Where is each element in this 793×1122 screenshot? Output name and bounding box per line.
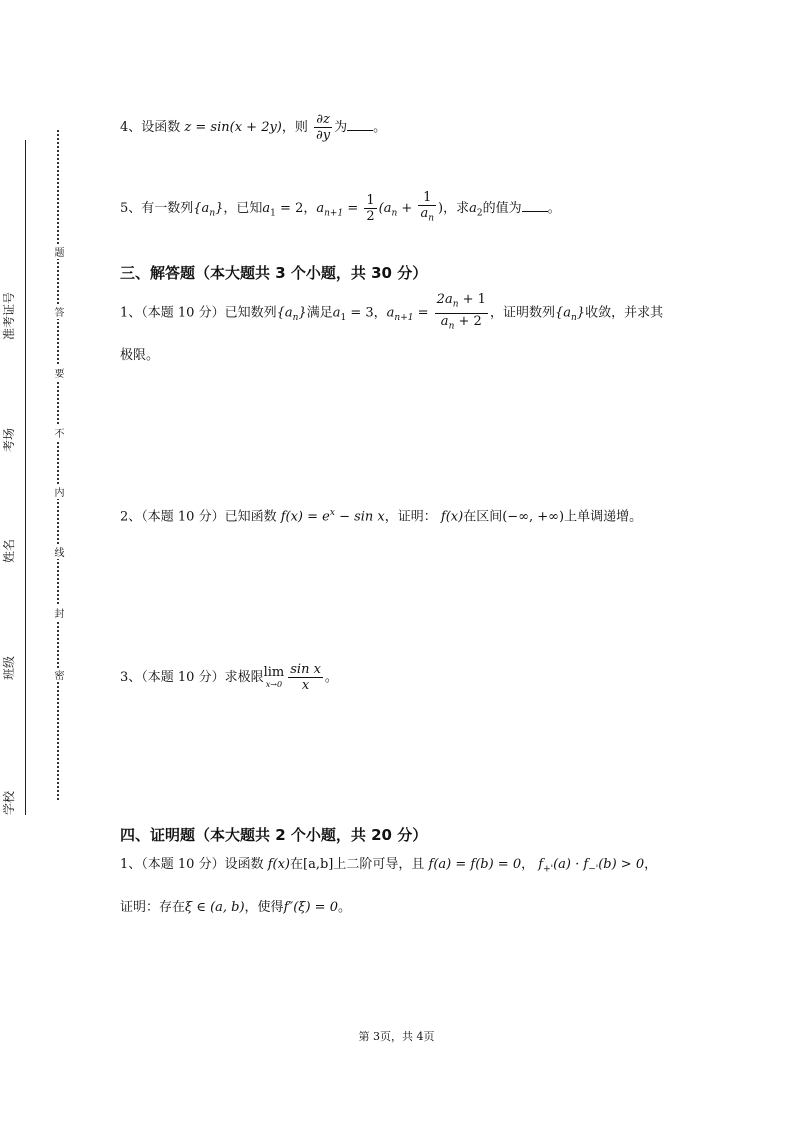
section-4-title: 四、证明题（本大题共 2 个小题，共 20 分）	[120, 826, 428, 844]
seal-char: 题	[52, 247, 63, 257]
margin-label-id: 准考证号	[2, 291, 16, 340]
margin-solid-line	[25, 140, 26, 815]
page-footer: 第 3页，共 4页	[358, 1030, 435, 1043]
half-fraction: $\frac{1}{2}$	[366, 192, 375, 224]
inverse-fraction: $\frac{1}{a_n}$	[420, 190, 435, 224]
section-3-question-3: 3、（本题 10 分）求极限 lim x→0 $\frac{\text{sin x}}{x}$ 。	[120, 662, 338, 693]
seal-char: 不	[52, 428, 63, 438]
margin-label-room: 考场	[2, 427, 16, 452]
answer-blank	[522, 199, 548, 212]
margin-label-class: 班级	[2, 655, 16, 680]
seal-char: 答	[52, 307, 63, 317]
margin-label-name: 姓名	[2, 538, 16, 563]
section-4-question-1: 1、（本题 10 分）设函数 f(x)在[a,b]上二阶可导，且 f(a) = f(b) = 0， $f_{+'}(a) \cdot f_{-'}(b) > 0$，	[120, 857, 658, 875]
section-3-question-1-line-2: 极限。	[120, 348, 160, 363]
limit-fraction: $\frac{\text{sin x}}{x}$	[290, 662, 321, 693]
limit-operator: lim x→0	[263, 664, 285, 689]
seal-char: 要	[52, 368, 63, 378]
recurrence-fraction: $\frac{2a_n + 1}{a_n + 2}$	[436, 292, 486, 332]
section-3-question-2: 2、（本题 10 分）已知函数 $f(x) = e^x - \sin x$，证明： f(x)在区间(−∞, +∞)上单调递增。	[120, 508, 643, 525]
margin-dotted-line	[57, 130, 59, 800]
question-5: 5、有一数列$\{a_n\}$，已知$a_1 = 2$，$a_{n+1}$ = $\frac{1}{2}$ ($a_n$ + $\frac{1}{a_n}$ )，求$a_2$的值为 。	[120, 190, 561, 227]
section-3-question-1: 1、（本题 10 分）已知数列$\{a_n\}$满足$a_1 = 3$，$a_{n+1}$ = $\frac{2a_n + 1}{a_n + 2}$ ，证明数列$\{a_n\}$收敛，并求其	[120, 292, 663, 334]
seal-char: 线	[52, 547, 63, 557]
partial-fraction: $\frac{\partial z}{\partial y}$	[316, 112, 331, 143]
seal-char: 封	[52, 608, 63, 618]
seal-char: 密	[52, 670, 63, 680]
section-3-title: 三、解答题（本大题共 3 个小题，共 30 分）	[120, 264, 428, 282]
answer-blank	[347, 118, 373, 131]
seal-char: 内	[52, 487, 63, 497]
section-4-question-1-line-2: 证明：存在ξ ∈ (a, b)，使得f″(ξ) = 0。	[120, 900, 351, 915]
question-4: 4、设函数 z = sin(x + 2y)，则 $\frac{\partial z}{\partial y}$ 为 。	[120, 112, 387, 143]
margin-label-school: 学校	[2, 790, 16, 815]
